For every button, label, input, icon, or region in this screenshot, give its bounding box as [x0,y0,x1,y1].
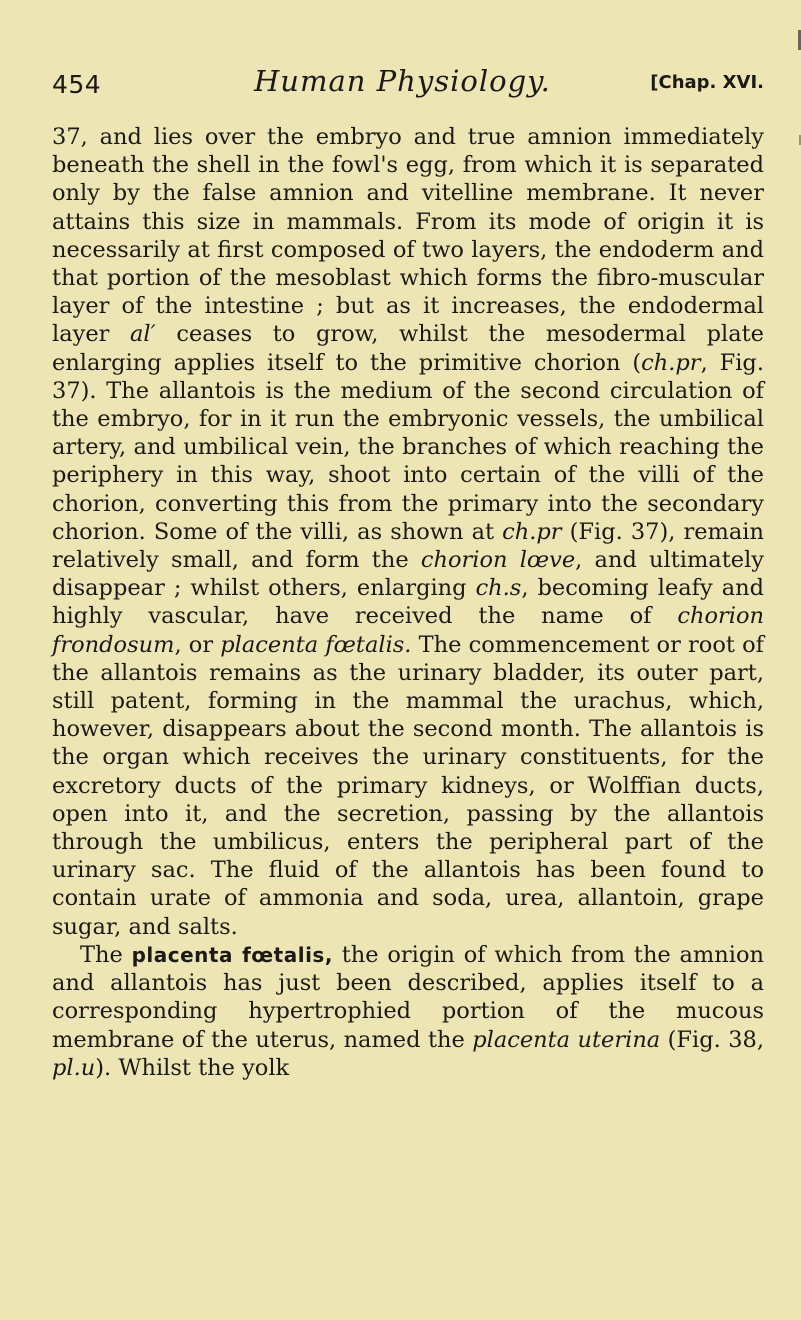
text-run: , or [174,631,221,658]
text-run: The commencement or root of the allantois remains as the urinary bladder, its outer part, still patent, forming in the mammal the urachus, which, however, disappears about the second month. The allantois is the organ which receives the urinary constituents, for the excretory ducts of the primary kidneys, or Wolffian ducts, open into it, and the secretion, passing by the allantois through the umbilicus, enters the peripheral part of the urinary sac. The fluid of the allantois has been found to contain urate of ammonia and soda, urea, allantoin, grape sugar, and salts. [52,631,764,940]
running-header [52,66,764,106]
term-chorion-frondosum: chorion frondosum [52,603,764,658]
text-run: (Fig. 38, [660,1026,765,1053]
term-chorion-laeve: chorion lœve [420,547,576,574]
term-placenta-foetalis: placenta fœtalis. [220,631,412,658]
paragraph-allantois [52,123,764,941]
label-al: al′ [130,321,156,348]
text-run: The [80,941,132,968]
text-run: , and ultimately disappear ; whilst others, enlarging [52,547,764,602]
text-run: ). Whilst the yolk [95,1054,290,1081]
label-ch-pr: ch.pr [502,518,562,545]
label-ch-pr: ch.pr [641,349,701,376]
term-placenta-uterina: placenta uterina [472,1026,661,1053]
text-run: 37, and lies over the embryo and true amnion immediately beneath the shell in the fowl's egg, from which it is separated only by the false amnion and vitelline membrane. It never attains this size in mammals. From its mode of origin it is necessarily at first composed of two layers, the endoderm and that portion of the mesoblast which forms the fibro-muscular layer of the intestine ; but as it increases, the endodermal layer [52,124,764,348]
label-pl-u: pl.u [52,1054,96,1081]
text-run: ceases to grow, whilst the mesodermal plate enlarging applies itself to the primitive chorion ( [52,321,764,376]
text-run: , becoming leafy and highly vascular, have received the name of [52,575,764,630]
running-title: Human Physiology. [254,64,551,98]
label-ch-s: ch.s [475,575,522,602]
text-run: the origin of which from the amnion and allantois has just been described, applies itself to a corresponding hypertrophied portion of the mucous membrane of the uterus, named the [52,941,764,1053]
text-run: , Fig. 37). The allantois is the medium of the second circulation of the embryo, for in it run the embryonic vessels, the umbilical artery, and umbilical vein, the branches of which reaching the periphery in this way, shoot into certain of the villi of the chorion, converting this from the primary into the secondary chorion. Some of the villi, as shown at [52,349,764,545]
chapter-label: [Chap. XVI. [650,72,764,93]
body-text [52,123,764,1082]
page-number: 454 [52,70,102,99]
text-run: (Fig. 37), remain relatively small, and form the [52,518,764,574]
paragraph-placenta [52,941,764,1082]
term-placenta-foetalis-bold: placenta fœtalis, [131,942,333,967]
